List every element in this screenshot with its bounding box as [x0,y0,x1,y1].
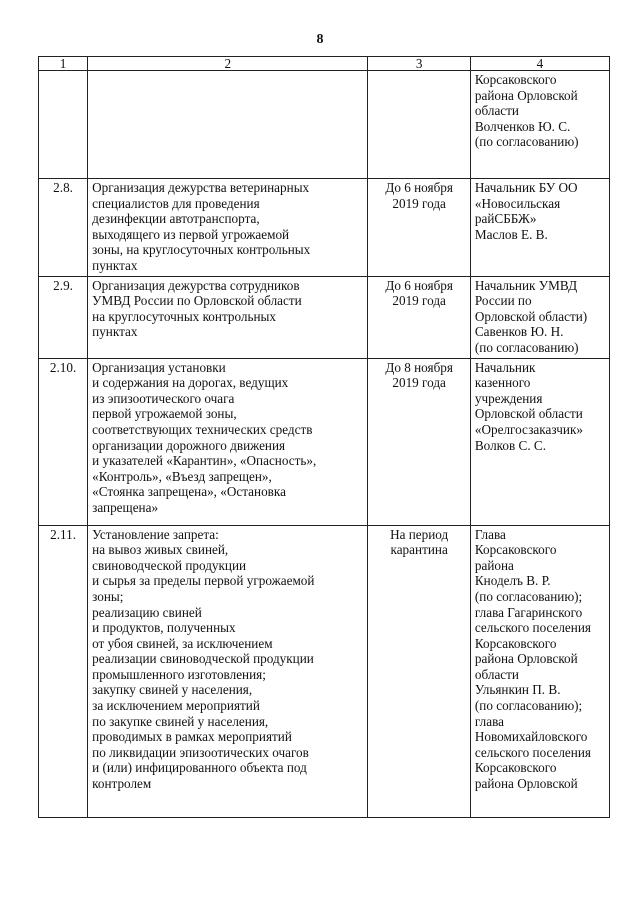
responsible-cell-line: области [474,666,519,682]
responsible-cell-line: казенного [474,375,531,391]
deadline-cell [368,358,470,525]
deadline-cell-line: 2019 года [392,375,446,391]
action-cell-line: дезинфекции автотранспорта, [92,211,260,227]
action-cell-line: на вывоз живых свиней, [92,542,229,558]
responsible-cell-line: Начальник УМВД [474,277,578,293]
deadline-cell [368,179,470,277]
table-header-row [39,57,610,71]
action-cell-line: проводимых в рамках мероприятий [92,729,292,745]
action-cell-line: и сырья за пределы первой угрожаемой [92,573,315,589]
action-cell-line: Установление запрета: [92,526,219,542]
responsible-cell-line: (по согласованию); [474,588,583,604]
action-cell [88,525,368,817]
action-cell-line: контролем [92,776,152,792]
deadline-cell [368,71,470,179]
action-cell-line: реализацию свиней [92,604,202,620]
table-row [39,179,610,277]
responsible-cell-line: района Орловской [474,651,578,667]
responsible-cell-line: района [474,557,514,573]
responsible-cell-line: Кноделъ В. Р. [474,573,551,589]
action-cell [88,358,368,525]
deadline-cell [368,525,470,817]
action-cell-line: зоны, на круглосуточных контрольных [92,242,311,258]
page-number: 8 [316,32,324,47]
deadline-cell-line: 2019 года [392,293,446,309]
action-cell-line: и содержания на дорогах, ведущих [92,375,289,391]
action-cell-line: Организация дежурства ветеринарных [92,180,310,195]
responsible-cell-line: Волков С. С. [474,437,547,453]
responsible-cell-line: Корсаковского [474,542,557,558]
action-cell-line: первой угрожаемой зоны, [92,406,237,422]
responsible-cell-line: области [474,103,519,119]
action-cell-line: реализации свиноводческой продукции [92,651,314,667]
deadline-cell-line: карантина [390,542,448,558]
action-cell-line: организации дорожного движения [92,437,286,453]
action-cell-line: специалистов для проведения [92,195,260,211]
table-row [39,71,610,179]
action-cell-line: и (или) инфицированного объекта под [92,760,307,776]
responsible-cell [470,71,609,179]
responsible-cell-line: учреждения [474,390,543,406]
action-cell-line: Организация дежурства сотрудников [92,277,300,293]
responsible-cell-line: сельского поселения [474,744,591,760]
action-cell-line: от убоя свиней, за исключением [92,635,273,651]
responsible-cell-line: Глава [474,526,506,542]
responsible-cell-line: «Новосильская [474,195,561,211]
deadline-cell-line: 2019 года [392,195,446,211]
action-cell-line: «Стоянка запрещена», «Остановка [92,484,286,500]
table-row [39,358,610,525]
table-row [39,525,610,817]
action-cell-line: на круглосуточных контрольных [92,308,276,324]
responsible-cell-line: (по согласованию) [474,339,579,355]
responsible-cell-line: Маслов Е. В. [474,226,548,242]
action-cell [88,276,368,358]
responsible-cell-line: (по согласованию); [474,698,583,714]
responsible-cell-line: Новомихайловского [474,729,588,745]
responsible-cell-line: Начальник БУ ОО [474,180,578,195]
action-cell [88,71,368,179]
item-number-cell: 2.9. [39,276,88,358]
item-number-cell: 2.10. [39,358,88,525]
responsible-cell-line: района Орловской [474,776,578,792]
responsible-cell-line: глава [474,713,504,729]
responsible-cell-line: Корсаковского [474,72,557,87]
action-cell-line: выходящего из первой угрожаемой [92,226,290,242]
column-header: 3 [368,57,470,71]
action-cell-line: промышленного изготовления; [92,666,266,682]
responsible-cell-line: района Орловской [474,87,578,103]
responsible-cell-line: Корсаковского [474,635,557,651]
item-number-cell [39,71,88,179]
action-cell-line: по ликвидации эпизоотических очагов [92,744,309,760]
responsible-cell-line: Орловской области [474,406,583,422]
responsible-cell-line: Савенков Ю. Н. [474,324,564,340]
responsible-cell-line: Орловской области) [474,308,588,324]
action-cell-line: УМВД России по Орловской области [92,293,302,309]
action-cell-line: закупку свиней у населения, [92,682,253,698]
deadline-cell-line: До 6 ноября [385,180,453,195]
responsible-cell-line: сельского поселения [474,620,591,636]
responsible-cell-line: России по [474,293,532,309]
action-cell-line: Организация установки [92,359,226,375]
responsible-cell [470,179,609,277]
responsible-cell-line: райСББЖ» [474,211,537,227]
responsible-cell [470,358,609,525]
action-cell-line: пунктах [92,324,138,340]
action-cell-line: зоны; [92,588,124,604]
measures-table [38,56,610,818]
responsible-cell [470,525,609,817]
responsible-cell-line: глава Гагаринского [474,604,583,620]
action-cell-line: из эпизоотического очага [92,390,235,406]
responsible-cell-line: (по согласованию) [474,134,579,150]
action-cell [88,179,368,277]
table-row [39,276,610,358]
responsible-cell [470,276,609,358]
action-cell-line: и указателей «Карантин», «Опасность», [92,453,317,469]
deadline-cell [368,276,470,358]
action-cell-line: свиноводческой продукции [92,557,247,573]
action-cell-line: за исключением мероприятий [92,698,260,714]
column-header: 1 [39,57,88,71]
column-header: 4 [470,57,609,71]
responsible-cell-line: Начальник [474,359,536,375]
action-cell-line: и продуктов, полученных [92,620,236,636]
action-cell-line: «Контроль», «Въезд запрещен», [92,468,272,484]
item-number-cell: 2.8. [39,179,88,277]
action-cell-line: по закупке свиней у населения, [92,713,269,729]
responsible-cell-line: Корсаковского [474,760,557,776]
deadline-cell-line: На период [390,526,449,542]
responsible-cell-line: Волченков Ю. С. [474,118,571,134]
deadline-cell-line: До 8 ноября [385,359,453,375]
action-cell-line: соответствующих технических средств [92,421,313,437]
item-number-cell: 2.11. [39,525,88,817]
responsible-cell-line: Ульянкин П. В. [474,682,561,698]
column-header: 2 [88,57,368,71]
action-cell-line: пунктах [92,257,138,273]
deadline-cell-line: До 6 ноября [385,277,453,293]
responsible-cell-line: «Орелгосзаказчик» [474,421,583,437]
action-cell-line: запрещена» [92,499,159,515]
